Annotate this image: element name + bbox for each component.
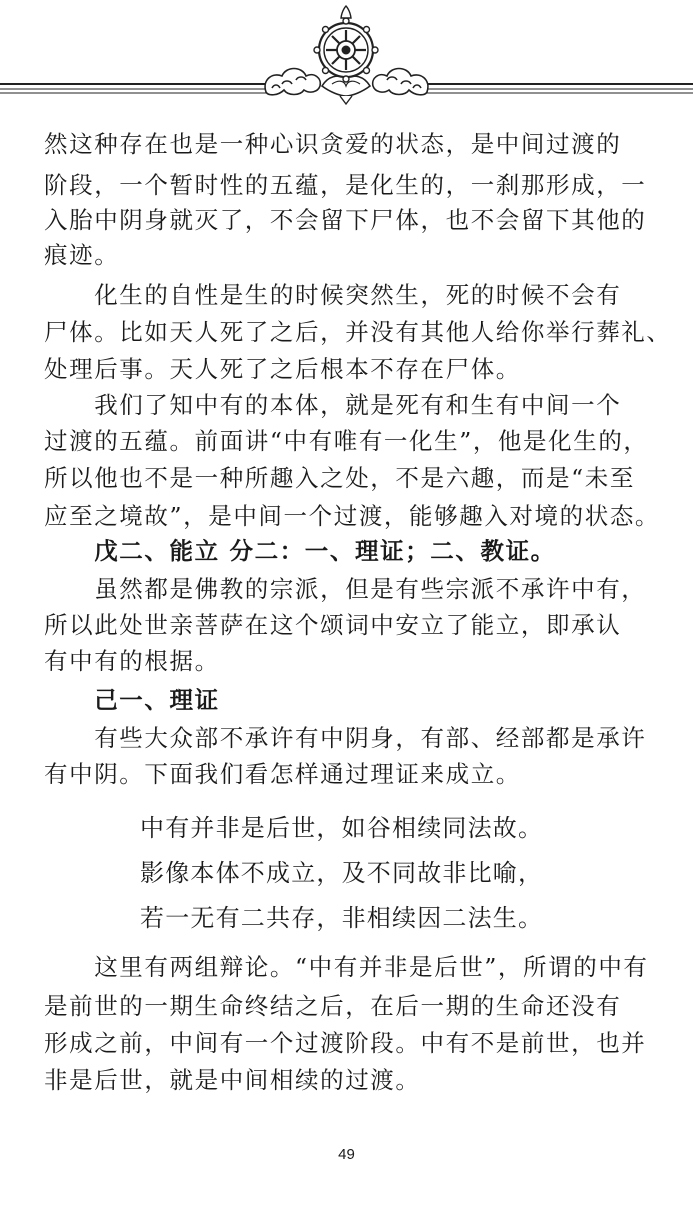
text-line: 有些大众部不承许有中阴身，有部、经部都是承许 (44, 724, 647, 752)
verse-line: 影像本体不成立，及不同故非比喻， (140, 859, 544, 887)
text-line: 应至之境故”，是中间一个过渡，能够趣入对境的状态。 (44, 502, 661, 530)
text-line: 是前世的一期生命终结之后，在后一期的生命还没有 (44, 992, 622, 1020)
text-line: 非是后世，就是中间相续的过渡。 (44, 1066, 421, 1094)
text-line: 尸体。比如天人死了之后，并没有其他人给你举行葬礼、 (44, 318, 672, 346)
text-line: 有中有的根据。 (44, 647, 220, 675)
text-line: 过渡的五蕴。前面讲“中有唯有一化生”，他是化生的， (44, 427, 649, 455)
text-line: 化生的自性是生的时候突然生，死的时候不会有 (44, 281, 622, 309)
text-line: 入胎中阴身就灭了，不会留下尸体，也不会留下其他的 (44, 206, 647, 234)
text-line: 所以此处世亲菩萨在这个颂词中安立了能立，即承认 (44, 611, 622, 639)
text-line: 所以他也不是一种所趣入之处，不是六趣，而是“未至 (44, 464, 635, 492)
text-line: 虽然都是佛教的宗派，但是有些宗派不承许中有， (44, 575, 647, 603)
subsection-heading: 己一、理证 (44, 686, 220, 714)
text-line: 我们了知中有的本体，就是死有和生有中间一个 (44, 391, 622, 419)
verse-line: 若一无有二共存，非相续因二法生。 (140, 904, 544, 932)
dharma-wheel-icon (314, 6, 378, 104)
text-line: 形成之前，中间有一个过渡阶段。中有不是前世，也并 (44, 1029, 647, 1057)
text-line: 这里有两组辩论。“中有并非是后世”，所谓的中有 (44, 953, 649, 981)
cloud-ornament-left-icon (265, 69, 320, 95)
page-number: 49 (338, 1146, 355, 1163)
page-header-ornament (0, 0, 693, 112)
cloud-ornament-right-icon (373, 69, 428, 95)
section-heading: 戊二、能立 分二：一、理证；二、教证。 (44, 537, 556, 565)
text-line: 有中阴。下面我们看怎样通过理证来成立。 (44, 760, 521, 788)
text-line: 痕迹。 (44, 241, 120, 269)
text-line: 阶段，一个暂时性的五蕴，是化生的，一刹那形成，一 (44, 171, 647, 199)
text-line: 处理后事。天人死了之后根本不存在尸体。 (44, 355, 521, 383)
text-line: 然这种存在也是一种心识贪爱的状态，是中间过渡的 (44, 130, 622, 158)
verse-line: 中有并非是后世，如谷相续同法故。 (140, 814, 544, 842)
